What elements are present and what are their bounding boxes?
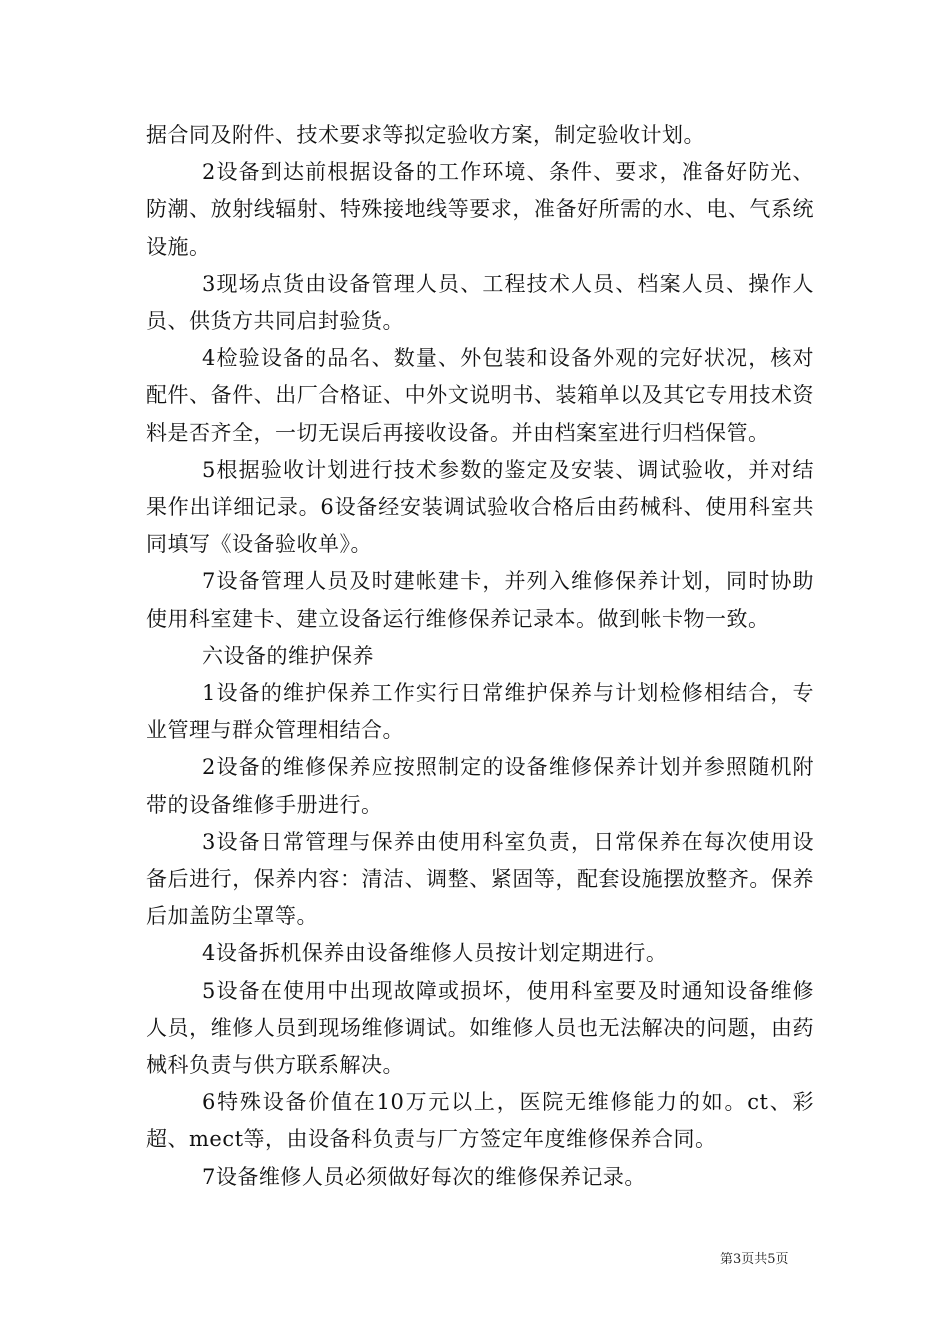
document-body bbox=[146, 117, 814, 1196]
paragraph: 4设备拆机保养由设备维修人员按计划定期进行。 bbox=[202, 941, 668, 966]
paragraph: 6特殊设备价值在10万元以上，医院无维修能力的如。ct、彩超、mect等，由设备科负责与厂方签定年度维修保养合同。 bbox=[146, 1090, 814, 1152]
paragraph: 4检验设备的品名、数量、外包装和设备外观的完好状况，核对配件、备件、出厂合格证、中外文说明书、装箱单以及其它专用技术资料是否齐全，一切无误后再接收设备。并由档案室进行归档保管。 bbox=[146, 346, 814, 445]
paragraph: 1设备的维护保养工作实行日常维护保养与计划检修相结合，专业管理与群众管理相结合。 bbox=[146, 681, 814, 743]
paragraph: 5设备在使用中出现故障或损坏，使用科室要及时通知设备维修人员，维修人员到现场维修调试。如维修人员也无法解决的问题，由药械科负责与供方联系解决。 bbox=[146, 978, 814, 1078]
paragraph: 3设备日常管理与保养由使用科室负责，日常保养在每次使用设备后进行，保养内容：清洁、调整、紧固等，配套设施摆放整齐。保养后加盖防尘罩等。 bbox=[146, 829, 814, 929]
page-number: 第3页共5页 bbox=[720, 1252, 789, 1267]
paragraph: 7设备维修人员必须做好每次的维修保养记录。 bbox=[202, 1164, 646, 1189]
paragraph: 7设备管理人员及时建帐建卡，并列入维修保养计划，同时协助使用科室建卡、建立设备运行维修保养记录本。做到帐卡物一致。 bbox=[146, 569, 814, 631]
paragraph: 5根据验收计划进行技术参数的鉴定及安装、调试验收，并对结果作出详细记录。6设备经安装调试验收合格后由药械科、使用科室共同填写《设备验收单》。 bbox=[146, 457, 814, 557]
paragraph: 据合同及附件、技术要求等拟定验收方案，制定验收计划。 bbox=[146, 123, 705, 147]
paragraph: 2设备的维修保养应按照制定的设备维修保养计划并参照随机附带的设备维修手册进行。 bbox=[146, 755, 814, 817]
paragraph: 3现场点货由设备管理人员、工程技术人员、档案人员、操作人员、供货方共同启封验货。 bbox=[146, 271, 814, 334]
section-heading: 六设备的维护保养 bbox=[202, 643, 374, 668]
paragraph: 2设备到达前根据设备的工作环境、条件、要求，准备好防光、防潮、放射线辐射、特殊接地线等要求，准备好所需的水、电、气系统设施。 bbox=[146, 160, 814, 259]
